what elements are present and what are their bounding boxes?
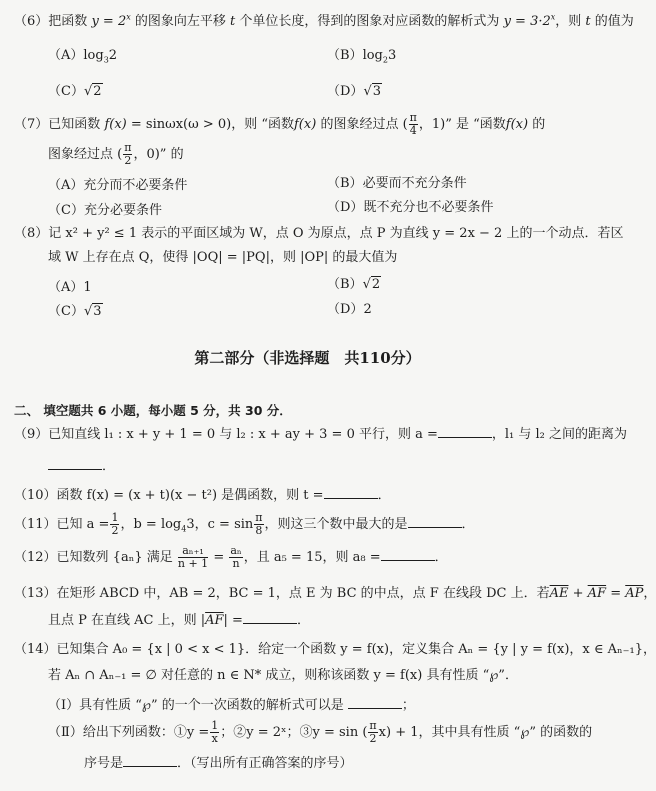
variable: t [585,14,591,29]
fraction: $\frac{\text{aₙ₊₁}}{n + 1}$ [177,544,209,570]
answer-blank[interactable] [324,486,378,499]
vector-af: $\overline{AF}$ [587,586,607,601]
question-number: （9） [14,427,49,442]
equation: $y = 2^x$ [91,12,131,29]
question-10-stem: （10）函数 f(x) = (x + t)(x − t²) 是偶函数，则 t = ． [14,488,391,503]
stem-text: 个单位长度，得到的图象对应函数的解析式为 [239,14,500,29]
question-number: （8） [14,226,49,241]
q6-option-b[interactable]: $(B)\log_23$ [327,48,397,65]
fraction: $\frac{1}{2}$ [111,511,119,537]
q7-option-a[interactable]: （A）充分而不必要条件 [48,178,188,193]
answer-blank[interactable] [123,754,177,767]
answer-blank[interactable] [243,611,297,624]
q6-option-d[interactable]: （D）√3 [327,84,382,99]
question-13-stem: （13）在矩形 ABCD 中，AB = 2，BC = 1，点 E 为 BC 的中点，点 F 在线段 DC 上．若$\overline{AE} + \overline{AF} = \overline{AP}$， [14,586,656,601]
question-14-stem: （14）已知集合 A₀ = {x | 0 < x < 1}．给定一个函数 y = f(x)，定义集合 Aₙ = {y | y = f(x)，x ∈ Aₙ₋₁}， [14,642,656,657]
answer-blank[interactable] [348,696,402,709]
fraction: $\frac{\pi}{4}$ [409,111,417,137]
question-7-stem-line2: 图象经过点 ( $\frac{\pi}{2}$ ，0)” 的 [48,141,184,167]
question-14-part2: （Ⅱ）给出下列函数：①y = $\frac{1}{x}$ ；②y = 2ˣ；③y = sin ( $\frac{\pi}{2}$ x) + 1，其中具有性质 “℘” 的函数的 [48,719,593,745]
question-number: （7） [14,117,49,132]
q6-option-c[interactable]: （C）√2 [48,84,102,99]
answer-blank[interactable] [408,515,462,528]
fraction: $\frac{\text{aₙ}}{n}$ [230,544,242,570]
question-14-part1: （Ⅰ）具有性质 “℘” 的一个一次函数的解析式可以是 ； [48,698,415,713]
question-number: （13） [14,586,57,601]
answer-blank[interactable] [48,457,102,470]
sqrt-expression: √3 [363,84,382,99]
vector-ap: $\overline{AP}$ [625,586,644,601]
question-14-part2-line2: 序号是 ．（写出所有正确答案的序号） [84,756,353,771]
question-14-stem-line2: 若 Aₙ ∩ Aₙ₋₁ = ∅ 对任意的 n ∈ N* 成立，则称该函数 y = f(x) 具有性质 “℘”． [48,668,518,683]
answer-blank[interactable] [438,425,492,438]
question-number: （10） [14,488,57,503]
question-8-stem-line2: 域 W 上存在点 Q，使得 |OQ| = |PQ|，则 |OP| 的最大值为 [48,250,398,265]
sqrt-expression: √3 [83,304,102,319]
q7-option-b[interactable]: （B）必要而不充分条件 [327,176,467,191]
q8-option-d[interactable]: （D）2 [327,302,372,317]
q8-option-b[interactable]: （B）√2 [327,277,381,292]
stem-text: 把函数 [48,14,88,29]
stem-text: 的图象向左平移 [134,14,226,29]
fraction: $\frac{\pi}{2}$ [369,719,377,745]
question-9-stem: （9）已知直线 l₁ : x + y + 1 = 0 与 l₂ : x + ay + 3 = 0 平行，则 a = ，l₁ 与 l₂ 之间的距离为 [14,427,628,442]
question-number: （12） [14,550,57,565]
answer-blank[interactable] [381,548,435,561]
q8-option-a[interactable]: （A）1 [48,280,92,295]
question-7-stem: （7）已知函数 f(x) = sinωx(ω > 0)，则 “函数f(x) 的图象经过点 ( $\frac{\pi}{4}$ ，1)” 是 “函数f(x) 的 [14,111,546,137]
question-number: （11） [14,517,57,532]
equation: $y = 3\cdot 2^x$ [503,12,556,29]
q8-option-c[interactable]: （C）√3 [48,304,102,319]
fraction: $\frac{\pi}{8}$ [255,511,263,537]
variable: t [230,14,236,29]
question-13-stem-line2: 且点 P 在直线 AC 上，则 $|\overline{AF}|$ = ． [48,613,310,628]
fraction: $\frac{\pi}{2}$ [124,141,132,167]
q7-option-d[interactable]: （D）既不充分也不必要条件 [327,200,494,215]
q7-option-c[interactable]: （C）充分必要条件 [48,203,162,218]
question-12-stem: （12）已知数列 {aₙ} 满足 $\frac{\text{aₙ₊₁}}{n + 1}$ = $\frac{\text{aₙ}}{n}$ ，且 a₅ = 15，则 a₈ = ． [14,544,448,570]
q6-option-a[interactable]: $(A)\log_32$ [48,48,118,65]
vector-af: $\overline{AF}$ [205,613,224,628]
sqrt-expression: √2 [83,84,102,99]
part-two-title: 第二部分（非选择题 共110分） [194,349,421,367]
stem-text: 的值为 [594,14,634,29]
question-6-stem [14,10,634,29]
question-number: （6） [14,14,49,29]
question-11-stem: （11）已知 a = $\frac{1}{2}$ ，$b = \log_43$，c = sin $\frac{\pi}{8}$ ，则这三个数中最大的是 ． [14,511,475,537]
stem-text: ，则 [555,14,582,29]
question-9-stem-line2: ． [48,455,115,474]
question-8-stem: （8）记 x² + y² ≤ 1 表示的平面区域为 W，点 O 为原点，点 P 为直线 y = 2x − 2 上的一个动点．若区 [14,226,624,241]
fill-in-section-heading: 二、 填空题共 6 小题，每小题 5 分，共 30 分． [14,403,292,418]
sqrt-expression: √2 [362,277,381,292]
fraction: $\frac{1}{x}$ [211,719,219,745]
vector-ae: $\overline{AE}$ [549,586,569,601]
question-number: （14） [14,642,57,657]
